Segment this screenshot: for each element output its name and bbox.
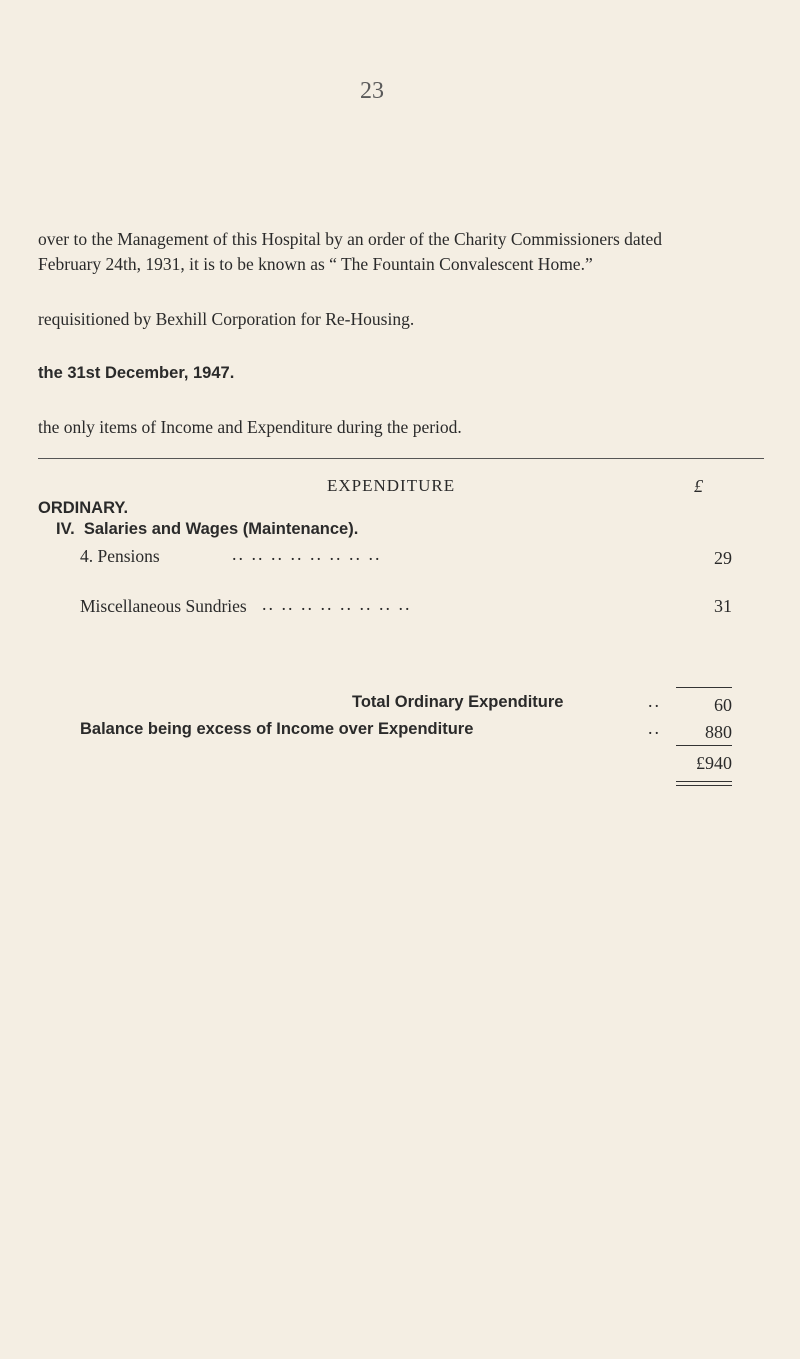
- row-misc-amount: 31: [714, 596, 732, 616]
- double-underline-top: [676, 781, 732, 782]
- balance-leader: ..: [648, 718, 661, 738]
- total-rule: [676, 745, 732, 746]
- row-pensions-leader: .. .. .. .. .. .. .. ..: [232, 544, 382, 564]
- row-pensions-label: 4. Pensions: [80, 546, 160, 566]
- balance-amount: 880: [705, 722, 732, 742]
- total-ordinary-amount: 60: [714, 695, 732, 715]
- paragraph-line-1: over to the Management of this Hospital by an order of the Charity Commissioners dated: [38, 229, 663, 249]
- paragraph-line-2: February 24th, 1931, it is to be known as “ The Fountain Convalescent Home.”: [38, 254, 593, 274]
- expenditure-heading: EXPENDITURE: [327, 476, 456, 495]
- balance-label: Balance being excess of Income over Expenditure: [80, 720, 474, 738]
- subsection-salaries: IV. Salaries and Wages (Maintenance).: [56, 520, 359, 538]
- row-misc-label: Miscellaneous Sundries: [80, 596, 247, 616]
- paragraph-line-3: requisitioned by Bexhill Corporation for Re-Housing.: [38, 309, 415, 329]
- double-underline-bottom: [676, 785, 732, 786]
- page-number: 23: [360, 78, 384, 104]
- section-ordinary: ORDINARY.: [38, 499, 129, 517]
- grand-total: £940: [696, 753, 732, 773]
- subtotal-rule: [676, 687, 732, 688]
- row-pensions-amount: 29: [714, 548, 732, 568]
- row-misc-leader: .. .. .. .. .. .. .. ..: [262, 594, 412, 614]
- total-ordinary-leader: ..: [648, 691, 661, 711]
- paragraph-line-5: the only items of Income and Expenditure during the period.: [38, 417, 462, 437]
- currency-header: £: [694, 476, 703, 496]
- horizontal-divider: [38, 458, 764, 459]
- paragraph-line-4: the 31st December, 1947.: [38, 364, 235, 382]
- total-ordinary-label: Total Ordinary Expenditure: [352, 693, 564, 711]
